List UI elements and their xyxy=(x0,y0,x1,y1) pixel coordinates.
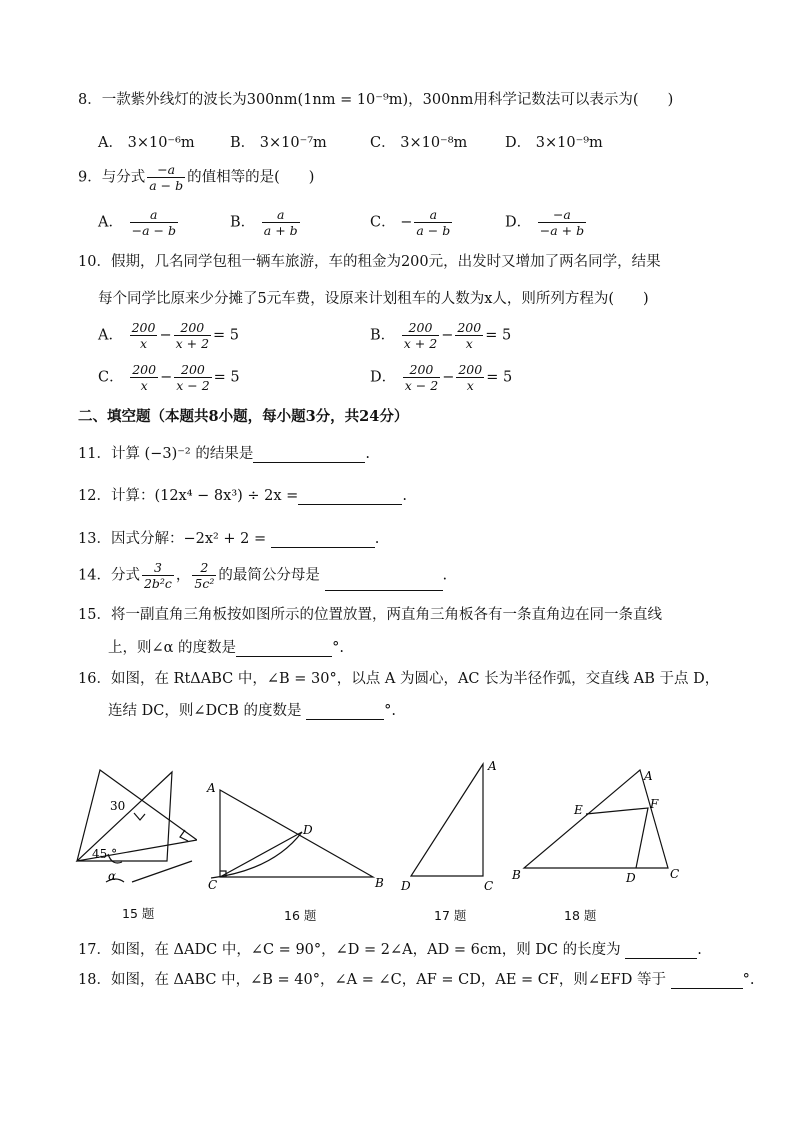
question-13: 13．因式分解：−2x² + 2 = . xyxy=(78,531,380,547)
option-a: A． 3×10⁻⁶m xyxy=(98,135,195,151)
question-18: 18．如图，在 ΔABC 中，∠B = 40°，∠A = ∠C，AF = CD，AE = CF，则∠EFD 等于 °. xyxy=(78,972,755,988)
answer-blank[interactable] xyxy=(325,575,443,591)
figure-caption: 18 题 xyxy=(564,908,597,923)
question-9: 9．与分式 $\frac{-a}{a - b}$ 的值相等的是( ) xyxy=(78,162,315,193)
question-16-line2: 连结 DC，则∠DCB 的度数是 °. xyxy=(108,703,396,719)
point-b: B xyxy=(512,868,521,882)
question-10: 10．假期，几名同学包租一辆车旅游，车的租金为200元，出发时又增加了两名同学，结果 xyxy=(78,254,661,270)
question-10-line2: 每个同学比原来少分摊了5元车费，设原来计划租车的人数为x人，则所列方程为( ) xyxy=(98,291,649,307)
point-d: D xyxy=(401,879,411,890)
figure-caption: 16 题 xyxy=(284,908,317,923)
point-b: B xyxy=(375,876,384,890)
option-c: C． − $\frac{a}{a - b}$ xyxy=(370,207,451,238)
figure-18 xyxy=(510,750,690,890)
angle-label-alpha: α xyxy=(108,869,117,883)
angle-label-45: 45 ° xyxy=(92,847,118,861)
section-heading: 二、填空题（本题共8小题，每小题3分，共24分） xyxy=(78,408,409,425)
triangle-adc xyxy=(411,764,483,876)
figure-caption: 17 题 xyxy=(434,908,467,923)
option-a: A． $\frac{200}{x}$ − $\frac{200}{x + 2}$ = 5 xyxy=(98,320,240,351)
answer-blank[interactable] xyxy=(253,447,365,463)
figure-caption: 15 题 xyxy=(122,906,155,921)
ruler-line xyxy=(132,861,192,882)
option-b: B． $\frac{a}{a + b}$ xyxy=(230,207,298,238)
option-d: D． 3×10⁻⁹m xyxy=(505,135,603,151)
option-d: D． $\frac{-a}{-a + b}$ xyxy=(505,207,585,238)
question-number: 8． xyxy=(78,92,102,108)
option-c: C． $\frac{200}{x}$ − $\frac{200}{x - 2}$ = 5 xyxy=(98,362,240,393)
answer-blank[interactable] xyxy=(671,973,743,989)
point-d: D xyxy=(626,871,636,885)
point-a: A xyxy=(644,769,653,783)
option-b: B． 3×10⁻⁷m xyxy=(230,135,327,151)
fraction: $\frac{-a}{a - b}$ xyxy=(149,162,184,193)
point-c: C xyxy=(484,879,494,890)
option-d: D． $\frac{200}{x - 2}$ − $\frac{200}{x}$ = 5 xyxy=(370,362,513,393)
option-a: A． $\frac{a}{-a - b}$ xyxy=(98,207,176,238)
question-stem: 一款紫外线灯的波长为300nm(1nm = 10⁻⁹m)，300nm用科学记数法可以表示为( ) xyxy=(101,92,674,108)
question-11: 11．计算 (−3)⁻² 的结果是 . xyxy=(78,446,370,462)
question-15: 15．将一副直角三角板按如图所示的位置放置，两直角三角板各有一条直角边在同一条直线 xyxy=(78,607,662,623)
point-e: E xyxy=(574,803,583,817)
segment-dc xyxy=(220,832,302,877)
answer-blank[interactable] xyxy=(236,641,332,657)
point-d: D xyxy=(303,823,313,837)
figure-16 xyxy=(203,750,393,890)
answer-blank[interactable] xyxy=(625,943,697,959)
point-c: C xyxy=(670,867,680,881)
answer-blank[interactable] xyxy=(298,489,402,505)
figure-17 xyxy=(396,750,506,890)
question-16: 16．如图，在 RtΔABC 中，∠B = 30°，以点 A 为圆心，AC 长为半径作弧，交直线 AB 于点 D， xyxy=(78,671,720,687)
question-8 xyxy=(78,88,673,109)
answer-blank[interactable] xyxy=(271,532,375,548)
point-c: C xyxy=(208,878,218,890)
question-15-line2: 上，则∠α 的度数是 °. xyxy=(108,640,344,656)
question-14: 14．分式 $\frac{3}{\text{2b²c}}$ ， $\frac{2}{\text{5c²}}$ 的最简公分母是 . xyxy=(78,560,448,591)
question-17: 17．如图，在 ΔADC 中，∠C = 90°，∠D = 2∠A，AD = 6cm，则 DC 的长度为 . xyxy=(78,942,702,958)
option-c: C． 3×10⁻⁸m xyxy=(370,135,468,151)
option-b: B． $\frac{200}{x + 2}$ − $\frac{200}{x}$ = 5 xyxy=(370,320,512,351)
point-a: A xyxy=(488,759,497,773)
point-f: F xyxy=(650,797,659,811)
point-a: A xyxy=(207,781,216,795)
question-12: 12．计算：(12x⁴ − 8x³) ÷ 2x = . xyxy=(78,488,407,504)
triangle-efd xyxy=(586,808,648,868)
answer-blank[interactable] xyxy=(306,704,384,720)
angle-label-30: 30 xyxy=(110,799,126,813)
figure-15 xyxy=(72,750,197,890)
